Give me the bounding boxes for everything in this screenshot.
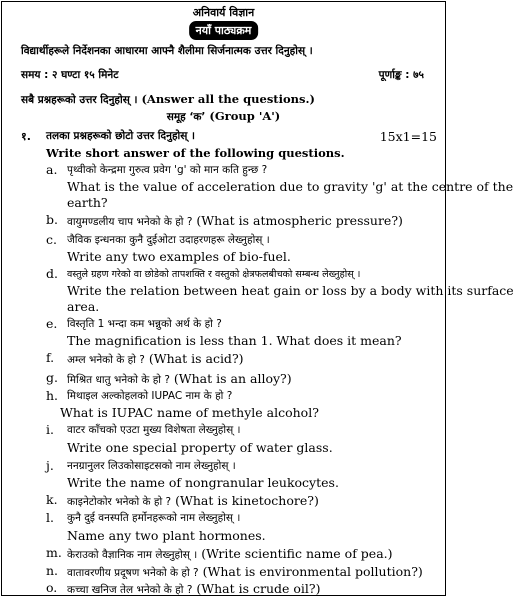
item-en: Write any two examples of bio-fuel.: [67, 249, 291, 264]
item-row: [67, 492, 319, 511]
new-course-badge: नयाँ पाठ्यक्रम: [189, 21, 259, 40]
item-en: Write the name of nongranular leukocytes.: [67, 475, 339, 490]
item-en: What is IUPAC name of methyle alcohol?: [60, 405, 319, 420]
item-label: c.: [46, 232, 57, 247]
item-label: h.: [46, 388, 59, 403]
item-en: What is the value of acceleration due to gravity 'g' at the centre of the: [67, 179, 514, 194]
question-heading-np: तलका प्रश्नहरूको छोटो उत्तर दिनुहोस् ।: [46, 130, 195, 142]
time-allowed: समय : २ घण्टा १५ मिनेट: [21, 69, 119, 81]
item-en: (What is crude oil?): [196, 581, 321, 596]
item-np: वस्तुले ग्रहण गरेको वा छोडेको तापशक्ति र वस्तुको क्षेत्रफलबीचको सम्बन्ध लेख्नुहोस् ।: [67, 269, 361, 280]
item-en-cont: earth?: [67, 195, 108, 210]
item-en: Write the relation between heat gain or loss by a body with its surface: [67, 283, 514, 298]
item-row: [67, 545, 393, 564]
item-en: The magnification is less than 1. What does it mean?: [67, 333, 402, 348]
item-label: j.: [46, 458, 54, 473]
item-label: k.: [46, 492, 58, 507]
exam-page: [1, 1, 514, 596]
item-label: e.: [46, 316, 58, 331]
item-np: वायुमण्डलीय चाप भनेको के हो ?: [67, 216, 193, 228]
item-label: g.: [46, 370, 58, 385]
item-row: [67, 350, 244, 369]
item-label: f.: [46, 350, 55, 365]
item-label: o.: [46, 580, 58, 595]
item-en: (Write scientific name of pea.): [201, 546, 393, 561]
answer-all-instruction: [21, 92, 315, 107]
question-number: १.: [21, 130, 31, 143]
item-np: कच्चा खनिज तेल भनेको के हो ?: [67, 584, 193, 596]
item-np: कुनै दुई वनस्पति हर्मोनहरूको नाम लेख्नुहोस् ।: [67, 512, 241, 524]
item-row: [67, 212, 403, 231]
item-label: a.: [46, 162, 58, 177]
item-np: ननग्रानुलर लिउकोसाइटसको नाम लेख्नुहोस् ।: [67, 460, 236, 472]
item-row: [67, 370, 292, 389]
item-label: b.: [46, 212, 58, 227]
item-np: केराउको वैज्ञानिक नाम लेख्नुहोस् ।: [67, 549, 198, 561]
item-label: i.: [46, 422, 54, 437]
item-np: पृथ्वीको केन्द्रमा गुरुत्व प्रवेग 'g' को मान कति हुन्छ ?: [67, 164, 268, 176]
item-np: मिश्रित धातु भनेको के हो ?: [67, 374, 170, 386]
subject-title: अनिवार्य विज्ञान: [192, 6, 255, 19]
item-label: m.: [46, 545, 62, 560]
group-np: समूह ‘क’: [166, 111, 206, 123]
item-label: d.: [46, 266, 58, 281]
item-en: Write one special property of water glass.: [67, 440, 333, 455]
item-np: वातावरणीय प्रदूषण भनेको के हो ?: [67, 567, 199, 579]
item-en-cont: area.: [67, 299, 100, 314]
item-np: विस्तृति 1 भन्दा कम भन्नुको अर्थ के हो ?: [67, 318, 222, 330]
item-en: (What is kinetochore?): [175, 493, 319, 508]
item-label: n.: [46, 563, 59, 578]
item-np: अम्ल भनेको के हो ?: [67, 354, 145, 366]
item-en: (What is an alloy?): [173, 371, 292, 386]
item-label: l.: [46, 510, 54, 525]
item-row: [67, 580, 320, 599]
general-instruction: विद्यार्थीहरूले निर्देशनका आधारमा आफ्नै शैलीमा सिर्जनात्मक उत्तर दिनुहोस् ।: [21, 45, 313, 57]
item-en: (What is environmental pollution?): [202, 564, 423, 579]
answer-all-en: (Answer all the questions.): [141, 92, 315, 106]
full-marks: पूर्णाङ्क : ७५: [378, 69, 424, 81]
question-heading-en: Write short answer of the following questions.: [46, 146, 345, 160]
answer-all-np: सबै प्रश्नहरूको उत्तर दिनुहोस् ।: [21, 94, 138, 106]
item-en: (What is atmospheric pressure?): [196, 213, 403, 228]
item-np: काइनेटोकोर भनेको के हो ?: [67, 496, 172, 508]
question-marks: 15x1=15: [379, 129, 437, 144]
group-heading: [2, 109, 445, 124]
item-np: जैविक इन्धनका कुनै दुईओटा उदाहरणहरू लेख्नुहोस् ।: [67, 234, 270, 246]
group-en: (Group 'A'): [209, 109, 281, 123]
item-en: Name any two plant hormones.: [67, 528, 266, 543]
item-en: (What is acid?): [148, 351, 244, 366]
item-np: वाटर काँचको एउटा मुख्य विशेषता लेख्नुहोस् ।: [67, 424, 241, 436]
item-np: मिथाइल अल्कोहलको IUPAC नाम के हो ?: [67, 390, 233, 402]
